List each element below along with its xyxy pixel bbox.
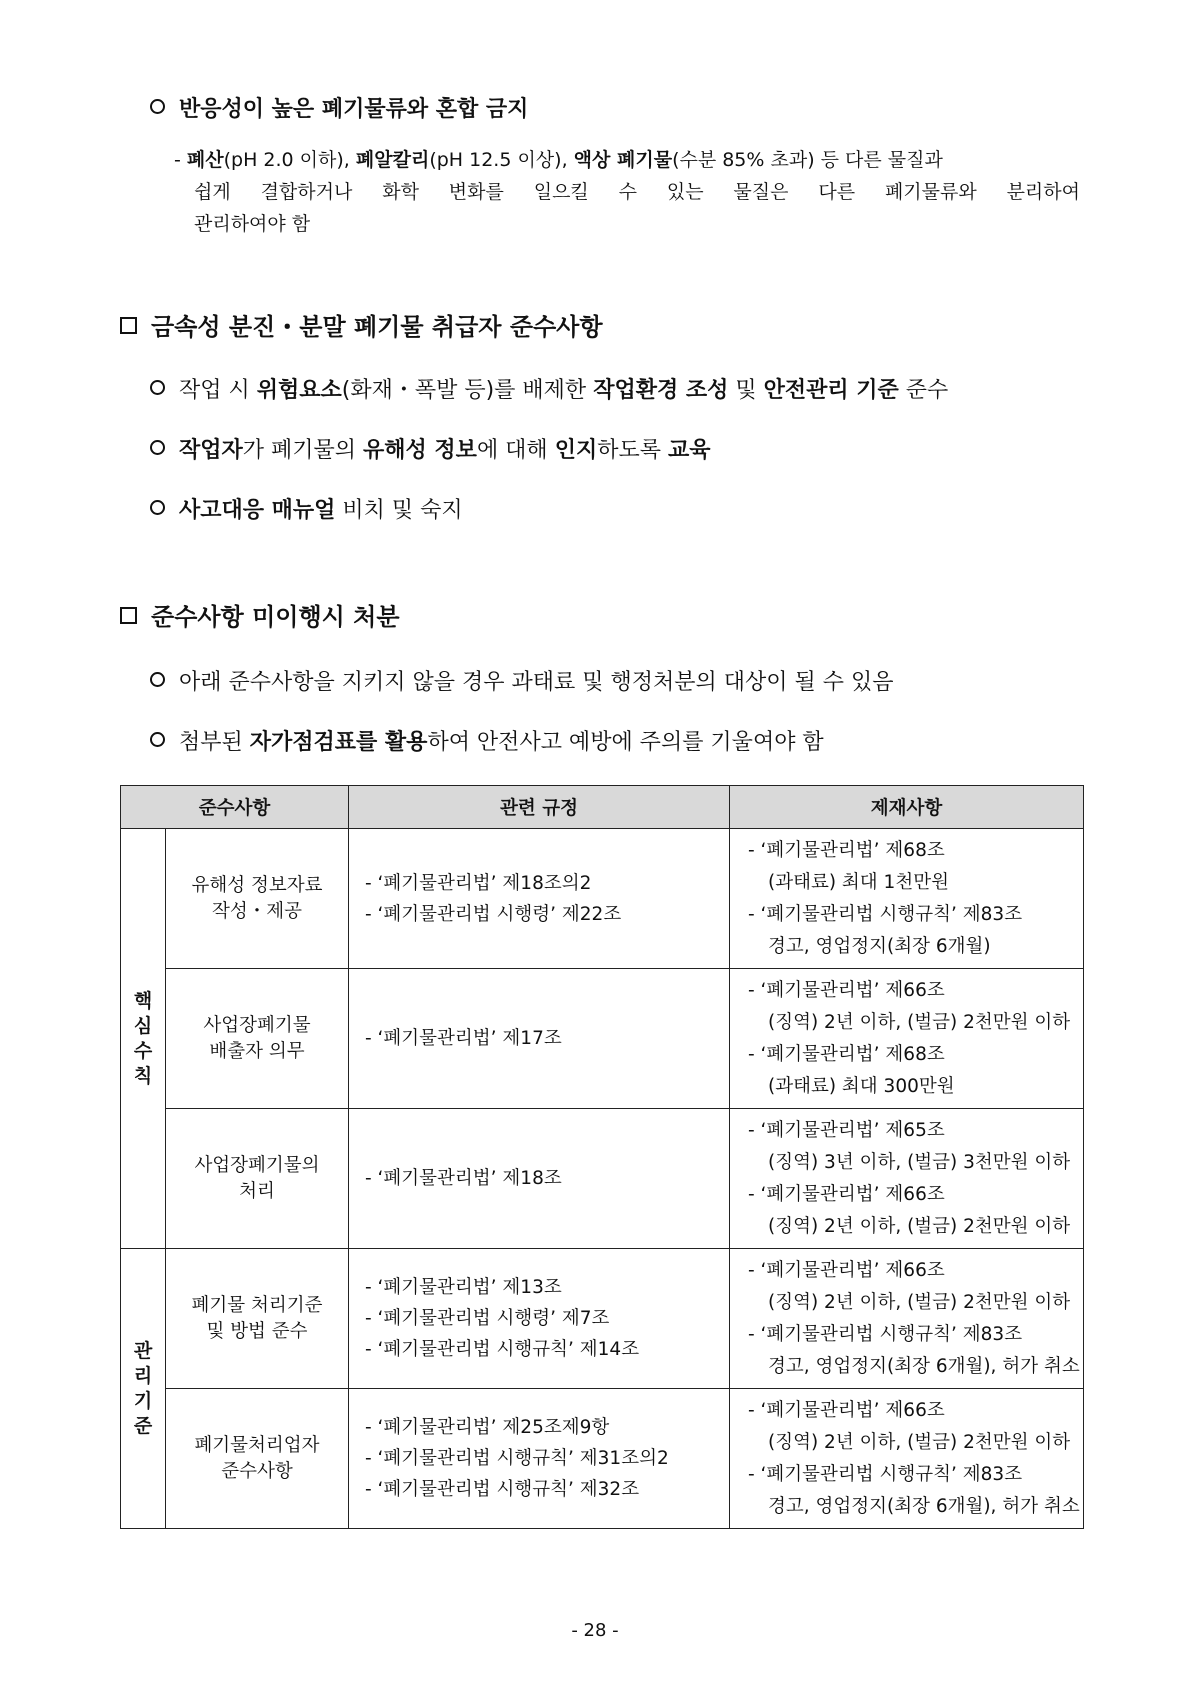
metal-dust-item-2: 작업자가 폐기물의 유해성 정보에 대해 인지하도록 교육	[150, 433, 710, 464]
rule-cell: - ‘폐기물관리법’ 제17조	[349, 969, 730, 1109]
penalty-cell: - ‘폐기물관리법’ 제66조 (징역) 2년 이하, (벌금) 2천만원 이하 - ‘폐기물관리법 시행규칙’ 제83조 경고, 영업정지(최장 6개월), 허가 취소	[730, 1389, 1084, 1529]
item-cell: 폐기물 처리기준 및 방법 준수	[166, 1249, 349, 1389]
circle-bullet-icon	[150, 732, 165, 747]
penalty-cell: - ‘폐기물관리법’ 제66조 (징역) 2년 이하, (벌금) 2천만원 이하 - ‘폐기물관리법 시행규칙’ 제83조 경고, 영업정지(최장 6개월), 허가 취소	[730, 1249, 1084, 1389]
penalty-cell: - ‘폐기물관리법’ 제66조 (징역) 2년 이하, (벌금) 2천만원 이하 - ‘폐기물관리법’ 제68조 (과태료) 최대 300만원	[730, 969, 1084, 1109]
group-management-standards: 관 리 기 준	[121, 1249, 166, 1529]
circle-bullet-icon	[150, 500, 165, 515]
metal-dust-item-3: 사고대응 매뉴얼 비치 및 숙지	[150, 493, 463, 524]
table-row	[121, 1389, 1084, 1529]
penalty-item-2: 첨부된 자가점검표를 활용하여 안전사고 예방에 주의를 기울여야 함	[150, 725, 824, 756]
table-row	[121, 969, 1084, 1109]
group-core-rules: 핵 심 수 칙	[121, 829, 166, 1249]
square-bullet-icon	[120, 607, 137, 624]
penalty-cell: - ‘폐기물관리법’ 제68조 (과태료) 최대 1천만원 - ‘폐기물관리법 시행규칙’ 제83조 경고, 영업정지(최장 6개월)	[730, 829, 1084, 969]
table-row	[121, 829, 1084, 969]
rule-cell: - ‘폐기물관리법’ 제25조제9항 - ‘폐기물관리법 시행규칙’ 제31조의2 - ‘폐기물관리법 시행규칙’ 제32조	[349, 1389, 730, 1529]
page-number: - 28 -	[571, 1620, 619, 1641]
circle-bullet-icon	[150, 440, 165, 455]
table-row	[121, 1249, 1084, 1389]
detail-line-2: 쉽게 결합하거나 화학 변화를 일으킬 수 있는 물질은 다른 폐기물류와 분리하여	[194, 181, 1080, 203]
table-header-row	[121, 786, 1084, 829]
item-cell: 폐기물처리업자 준수사항	[166, 1389, 349, 1529]
detail-line-3: 관리하여야 함	[194, 213, 311, 235]
penalty-cell: - ‘폐기물관리법’ 제65조 (징역) 3년 이하, (벌금) 3천만원 이하 - ‘폐기물관리법’ 제66조 (징역) 2년 이하, (벌금) 2천만원 이하	[730, 1109, 1084, 1249]
item-cell: 유해성 정보자료 작성・제공	[166, 829, 349, 969]
header-compliance: 준수사항	[121, 786, 349, 829]
header-sanction: 제재사항	[730, 786, 1084, 829]
section-heading-penalty: 준수사항 미이행시 처분	[120, 597, 400, 632]
rule-cell: - ‘폐기물관리법’ 제18조	[349, 1109, 730, 1249]
square-bullet-icon	[120, 317, 137, 334]
item-cell: 사업장폐기물 배출자 의무	[166, 969, 349, 1109]
header-regulation: 관련 규정	[349, 786, 730, 829]
rule-cell: - ‘폐기물관리법’ 제13조 - ‘폐기물관리법 시행령’ 제7조 - ‘폐기물관리법 시행규칙’ 제14조	[349, 1249, 730, 1389]
item-cell: 사업장폐기물의 처리	[166, 1109, 349, 1249]
circle-bullet-icon	[150, 672, 165, 687]
circle-bullet-icon	[150, 99, 165, 114]
section-heading-reactive-waste: 반응성이 높은 폐기물류와 혼합 금지	[150, 92, 528, 123]
regulation-table	[120, 785, 1084, 1529]
metal-dust-item-1: 작업 시 위험요소(화재・폭발 등)를 배제한 작업환경 조성 및 안전관리 기준 준수	[150, 373, 948, 404]
detail-line-1: - 폐산(pH 2.0 이하), 폐알칼리(pH 12.5 이상), 액상 폐기물(수분 85% 초과) 등 다른 물질과	[174, 149, 943, 171]
table-row	[121, 1109, 1084, 1249]
penalty-item-1: 아래 준수사항을 지키지 않을 경우 과태료 및 행정처분의 대상이 될 수 있음	[150, 665, 894, 696]
rule-cell: - ‘폐기물관리법’ 제18조의2 - ‘폐기물관리법 시행령’ 제22조	[349, 829, 730, 969]
section-heading-metal-dust: 금속성 분진・분말 폐기물 취급자 준수사항	[120, 307, 603, 342]
reactive-waste-detail	[174, 144, 1086, 240]
circle-bullet-icon	[150, 380, 165, 395]
